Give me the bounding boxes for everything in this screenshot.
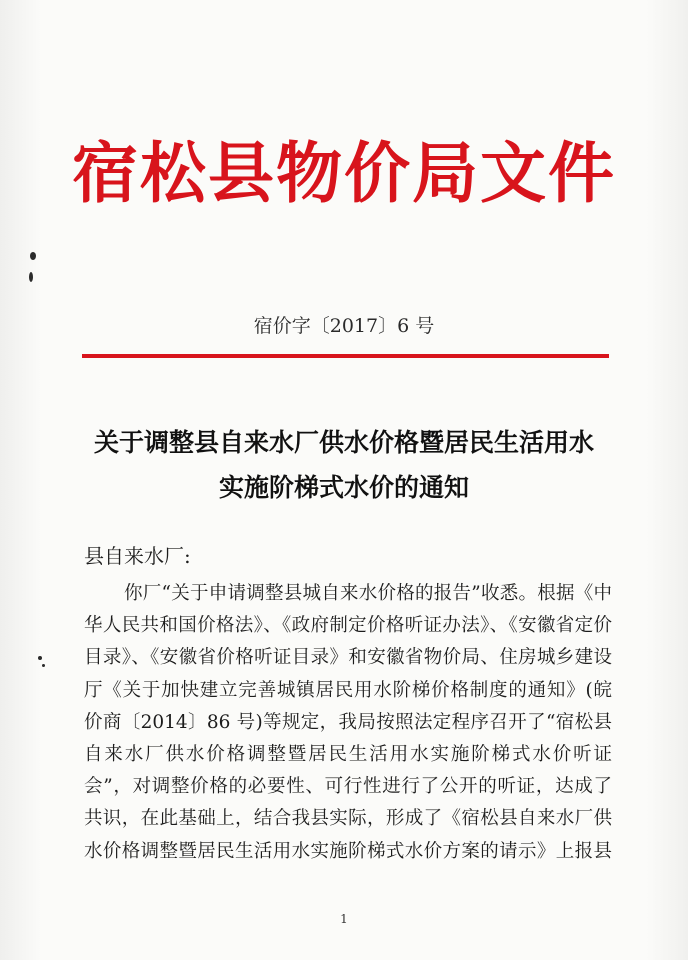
body-paragraph	[84, 578, 612, 868]
body-line: 共识，在此基础上，结合我县实际，形成了《宿松县自来水厂供	[84, 808, 612, 830]
scan-speck	[42, 664, 45, 667]
body-line: 目录》、《安徽省价格听证目录》和安徽省物价局、住房城乡建设	[84, 647, 612, 669]
scan-speck	[30, 252, 36, 260]
masthead-title: 宿松县物价局文件	[72, 134, 616, 212]
notice-title-line-2: 实施阶梯式水价的通知	[218, 473, 469, 502]
body-line: 水价格调整暨居民生活用水实施阶梯式水价方案的请示》上报县	[84, 840, 612, 862]
notice-title-line-1: 关于调整县自来水厂供水价格暨居民生活用水	[93, 428, 594, 457]
salutation: 县自来水厂:	[84, 544, 191, 568]
scan-speck	[38, 656, 42, 660]
page-number: 1	[340, 912, 348, 926]
body-line: 华人民共和国价格法》、《政府制定价格听证办法》、《安徽省定价	[84, 615, 612, 637]
notice-title	[0, 420, 688, 510]
body-line: 会”，对调整价格的必要性、可行性进行了公开的听证，达成了	[84, 776, 612, 798]
red-divider-rule	[82, 354, 609, 358]
body-line: 你厂“关于申请调整县城自来水价格的报告”收悉。根据《中	[124, 583, 612, 604]
body-line: 价商〔2014〕86 号)等规定，我局按照法定程序召开了“宿松县	[84, 711, 612, 733]
body-line: 厅《关于加快建立完善城镇居民用水阶梯价格制度的通知》(皖	[84, 679, 612, 701]
scan-speck	[29, 272, 33, 282]
document-number: 宿价字〔2017〕6 号	[253, 315, 435, 337]
body-line: 自来水厂供水价格调整暨居民生活用水实施阶梯式水价听证	[84, 743, 612, 765]
